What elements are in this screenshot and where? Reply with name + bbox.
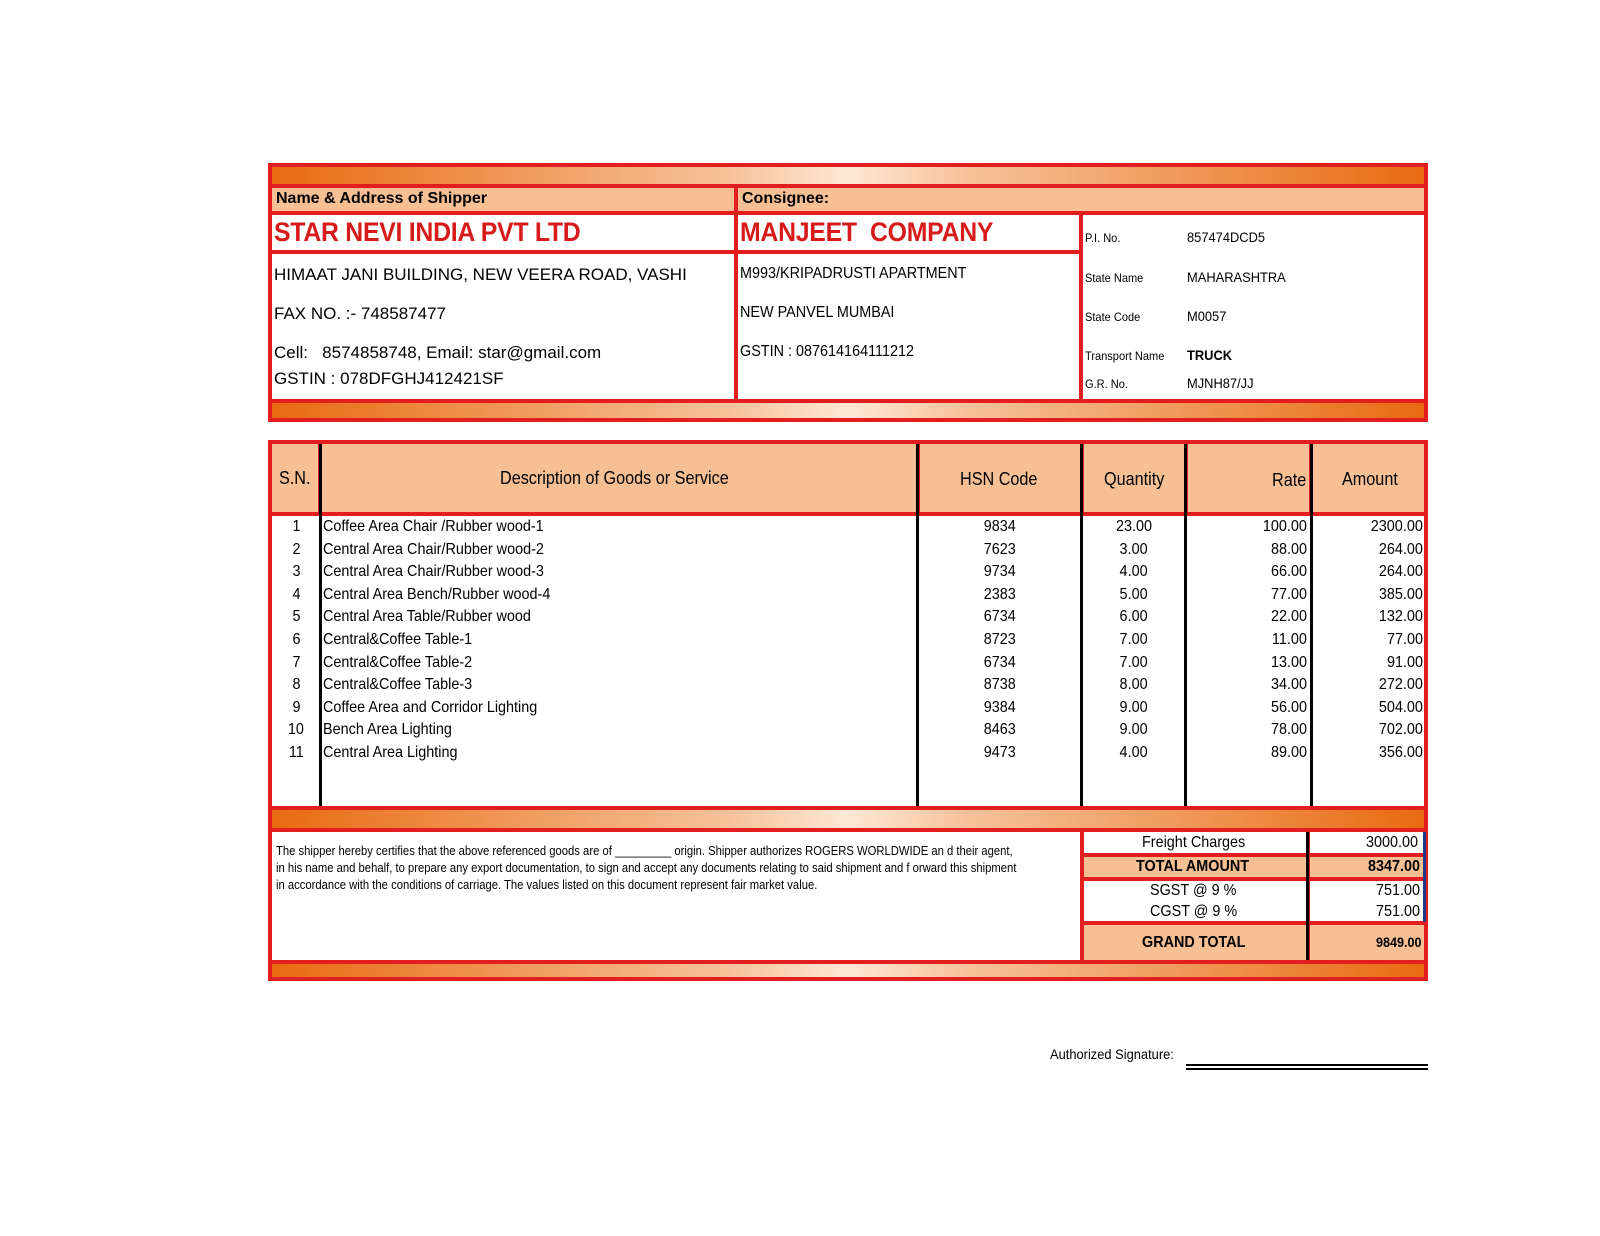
row-rate bbox=[1188, 629, 1307, 651]
row-description-text: Central&Coffee Table-3 bbox=[323, 676, 473, 694]
row-amount bbox=[1313, 606, 1423, 628]
row-description-text: Coffee Area Chair /Rubber wood-1 bbox=[323, 518, 544, 535]
summary-divider bbox=[1306, 832, 1309, 960]
row-sn bbox=[279, 561, 313, 583]
shipper-address: HIMAAT JANI BUILDING, NEW VEERA ROAD, VASHI bbox=[274, 265, 687, 284]
row-quantity bbox=[1084, 742, 1184, 764]
gr-no-label: G.R. No. bbox=[1085, 377, 1128, 391]
row-rate-text: 34.00 bbox=[1270, 676, 1307, 694]
row-quantity-text: 8.00 bbox=[1119, 676, 1149, 694]
row-description bbox=[323, 584, 903, 606]
consignee-header: Consignee: bbox=[738, 188, 1424, 211]
row-quantity-text: 5.00 bbox=[1119, 585, 1149, 603]
row-sn bbox=[279, 697, 313, 719]
shipper-gstin: GSTIN : 078DFGHJ412421SF bbox=[274, 369, 504, 388]
row-rate bbox=[1188, 674, 1307, 696]
row-amount bbox=[1313, 742, 1423, 764]
th-description: Description of Goods or Service bbox=[500, 468, 729, 488]
row-rate-text: 88.00 bbox=[1270, 540, 1307, 558]
col-divider-sn bbox=[319, 444, 322, 806]
authorized-signature-label: Authorized Signature: bbox=[1050, 1046, 1174, 1062]
row-quantity bbox=[1084, 652, 1184, 674]
certification-line-2: in his name and behalf, to prepare any export documentation, to sign and accept any documents relating to said shipment and f orward this shipment bbox=[276, 861, 1017, 875]
row-quantity bbox=[1084, 719, 1184, 741]
row-quantity bbox=[1084, 606, 1184, 628]
shipper-block bbox=[272, 215, 734, 399]
row-hsn-code-text: 8723 bbox=[983, 631, 1017, 648]
row-rate-text: 56.00 bbox=[1270, 698, 1307, 716]
consignee-address-line1: M993/KRIPADRUSTI APARTMENT bbox=[740, 265, 967, 282]
row-rate-text: 89.00 bbox=[1270, 744, 1307, 761]
row-description-text: Central&Coffee Table-2 bbox=[323, 653, 473, 671]
row-rate bbox=[1188, 516, 1307, 538]
row-sn bbox=[279, 539, 313, 561]
row-sn-text: 9 bbox=[291, 698, 301, 716]
certification-block bbox=[272, 832, 1080, 960]
table-bottom-gradient-band bbox=[272, 964, 1424, 977]
sgst-label: SGST @ 9 % bbox=[1150, 882, 1237, 899]
row-quantity bbox=[1084, 561, 1184, 583]
row-quantity bbox=[1084, 516, 1184, 538]
row-sn-text: 10 bbox=[287, 721, 305, 739]
row-description bbox=[323, 629, 903, 651]
row-quantity bbox=[1084, 629, 1184, 651]
freight-label: Freight Charges bbox=[1142, 834, 1246, 851]
row-sn bbox=[279, 629, 313, 651]
row-sn bbox=[279, 606, 313, 628]
cgst-label: CGST @ 9 % bbox=[1150, 903, 1238, 920]
row-amount-text: 264.00 bbox=[1378, 540, 1423, 558]
signature-line[interactable] bbox=[1186, 1064, 1428, 1070]
state-code-value: M0057 bbox=[1187, 308, 1227, 324]
row-sn-text: 7 bbox=[291, 653, 301, 671]
row-sn-text: 3 bbox=[291, 563, 301, 581]
row-hsn-code bbox=[920, 539, 1080, 561]
row-sn bbox=[279, 674, 313, 696]
th-rate: Rate bbox=[1272, 470, 1307, 490]
row-amount bbox=[1313, 674, 1423, 696]
row-description bbox=[323, 561, 903, 583]
row-sn-text: 6 bbox=[291, 631, 301, 648]
row-rate-text: 11.00 bbox=[1272, 631, 1307, 648]
row-hsn-code-text: 9834 bbox=[983, 518, 1017, 535]
row-description-text: Coffee Area and Corridor Lighting bbox=[323, 698, 538, 716]
row-amount-text: 272.00 bbox=[1378, 676, 1423, 694]
row-description bbox=[323, 742, 903, 764]
row-amount bbox=[1313, 539, 1423, 561]
row-amount-text: 91.00 bbox=[1386, 653, 1423, 671]
row-amount-text: 132.00 bbox=[1378, 608, 1423, 626]
row-hsn-code bbox=[920, 742, 1080, 764]
shipper-header: Name & Address of Shipper bbox=[272, 188, 734, 211]
row-sn-text: 1 bbox=[291, 518, 301, 535]
col-divider-qty bbox=[1184, 444, 1187, 806]
row-description-text: Central Area Chair/Rubber wood-3 bbox=[323, 563, 544, 581]
row-amount-text: 264.00 bbox=[1378, 563, 1423, 581]
row-sn bbox=[279, 719, 313, 741]
row-rate-text: 78.00 bbox=[1270, 721, 1307, 739]
row-description bbox=[323, 516, 903, 538]
col-divider-hsn bbox=[1080, 444, 1083, 806]
row-hsn-code-text: 8463 bbox=[983, 721, 1017, 739]
row-hsn-code-text: 2383 bbox=[983, 585, 1017, 603]
shipper-cell-email: Cell: 8574858748, Email: star@gmail.com bbox=[274, 343, 602, 362]
th-quantity: Quantity bbox=[1104, 469, 1165, 489]
row-description-text: Central Area Chair/Rubber wood-2 bbox=[323, 540, 544, 558]
row-sn-text: 4 bbox=[291, 585, 301, 603]
row-amount bbox=[1313, 516, 1423, 538]
transport-name-value: TRUCK bbox=[1187, 347, 1233, 363]
table-footer-gradient-band bbox=[272, 810, 1424, 828]
row-amount bbox=[1313, 561, 1423, 583]
row-hsn-code-text: 9734 bbox=[983, 563, 1017, 581]
row-sn-text: 2 bbox=[291, 540, 301, 558]
state-name-label: State Name bbox=[1085, 271, 1144, 285]
row-hsn-code-text: 9473 bbox=[983, 744, 1017, 761]
row-description-text: Central Area Bench/Rubber wood-4 bbox=[323, 585, 551, 603]
row-quantity-text: 4.00 bbox=[1119, 563, 1149, 581]
row-quantity-text: 7.00 bbox=[1119, 631, 1149, 648]
row-sn bbox=[279, 584, 313, 606]
gr-no-value: MJNH87/JJ bbox=[1187, 375, 1254, 391]
row-amount bbox=[1313, 652, 1423, 674]
row-amount bbox=[1313, 584, 1423, 606]
row-hsn-code-text: 8738 bbox=[983, 676, 1017, 694]
row-rate-text: 66.00 bbox=[1270, 563, 1307, 581]
shipment-info-block bbox=[1083, 215, 1424, 399]
consignee-name: MANJEET COMPANY bbox=[740, 217, 994, 247]
summary-edge-marker bbox=[1423, 832, 1426, 922]
row-hsn-code-text: 7623 bbox=[983, 540, 1017, 558]
pi-no-label: P.I. No. bbox=[1085, 231, 1121, 245]
row-sn-text: 8 bbox=[291, 676, 301, 694]
row-rate bbox=[1188, 697, 1307, 719]
th-sn: S.N. bbox=[279, 468, 311, 488]
row-hsn-code bbox=[920, 697, 1080, 719]
row-amount-text: 385.00 bbox=[1378, 585, 1423, 603]
consignee-block bbox=[738, 215, 1079, 399]
grand-total-value: 9849.00 bbox=[1376, 934, 1422, 950]
row-hsn-code bbox=[920, 629, 1080, 651]
row-hsn-code bbox=[920, 584, 1080, 606]
row-sn bbox=[279, 742, 313, 764]
row-description bbox=[323, 652, 903, 674]
row-quantity-text: 4.00 bbox=[1119, 744, 1149, 761]
row-description-text: Central Area Lighting bbox=[323, 744, 458, 761]
shipper-name: STAR NEVI INDIA PVT LTD bbox=[274, 217, 581, 247]
row-sn-text: 5 bbox=[291, 608, 301, 626]
row-sn bbox=[279, 516, 313, 538]
cgst-value: 751.00 bbox=[1376, 903, 1421, 920]
row-description bbox=[323, 606, 903, 628]
row-description bbox=[323, 719, 903, 741]
row-quantity-text: 9.00 bbox=[1119, 698, 1149, 716]
row-quantity-text: 7.00 bbox=[1119, 653, 1149, 671]
row-amount bbox=[1313, 629, 1423, 651]
shipper-name-row bbox=[272, 215, 734, 254]
certification-line-3: in accordance with the conditions of carriage. The values listed on this document represent fair market value. bbox=[276, 878, 818, 892]
consignee-address-line2: NEW PANVEL MUMBAI bbox=[740, 304, 895, 321]
freight-value: 3000.00 bbox=[1366, 834, 1419, 851]
row-description-text: Central&Coffee Table-1 bbox=[323, 631, 473, 648]
row-hsn-code bbox=[920, 674, 1080, 696]
consignee-gstin: GSTIN : 087614164111212 bbox=[740, 343, 914, 360]
row-rate bbox=[1188, 652, 1307, 674]
row-rate bbox=[1188, 539, 1307, 561]
row-amount-text: 356.00 bbox=[1378, 744, 1423, 761]
row-description-text: Central Area Table/Rubber wood bbox=[323, 608, 531, 626]
consignee-name-row bbox=[738, 215, 1079, 254]
total-amount-label: TOTAL AMOUNT bbox=[1136, 858, 1250, 875]
row-description-text: Bench Area Lighting bbox=[323, 721, 452, 739]
row-hsn-code bbox=[920, 719, 1080, 741]
th-hsn: HSN Code bbox=[960, 469, 1038, 489]
pi-no-value: 857474DCD5 bbox=[1187, 229, 1266, 245]
row-quantity bbox=[1084, 674, 1184, 696]
row-description bbox=[323, 697, 903, 719]
row-amount-text: 77.00 bbox=[1386, 631, 1423, 648]
row-sn-text: 11 bbox=[288, 744, 304, 761]
row-hsn-code bbox=[920, 606, 1080, 628]
transport-name-label: Transport Name bbox=[1085, 349, 1165, 363]
row-hsn-code-text: 6734 bbox=[983, 608, 1017, 626]
row-hsn-code-text: 6734 bbox=[983, 653, 1017, 671]
certification-line-1: The shipper hereby certifies that the above referenced goods are of _________ origin. Shipper authorizes ROGERS WORLDWIDE an d their agent, bbox=[276, 844, 1013, 858]
row-rate-text: 22.00 bbox=[1270, 608, 1307, 626]
row-rate bbox=[1188, 606, 1307, 628]
row-rate bbox=[1188, 584, 1307, 606]
row-rate bbox=[1188, 742, 1307, 764]
row-quantity-text: 9.00 bbox=[1119, 721, 1149, 739]
row-quantity-text: 3.00 bbox=[1119, 540, 1149, 558]
shipper-fax: FAX NO. :- 748587477 bbox=[274, 304, 446, 323]
row-rate-text: 77.00 bbox=[1270, 585, 1307, 603]
state-code-label: State Code bbox=[1085, 310, 1141, 324]
sgst-value: 751.00 bbox=[1376, 882, 1421, 899]
row-hsn-code-text: 9384 bbox=[983, 698, 1017, 716]
th-amount: Amount bbox=[1342, 469, 1398, 489]
grand-total-label: GRAND TOTAL bbox=[1142, 934, 1246, 951]
row-description bbox=[323, 674, 903, 696]
state-name-value: MAHARASHTRA bbox=[1187, 269, 1286, 285]
top-gradient-band bbox=[272, 167, 1424, 184]
row-amount-text: 2300.00 bbox=[1370, 518, 1423, 535]
row-amount bbox=[1313, 719, 1423, 741]
top-bottom-gradient-band bbox=[272, 403, 1424, 418]
row-sn bbox=[279, 652, 313, 674]
row-hsn-code bbox=[920, 561, 1080, 583]
row-quantity bbox=[1084, 584, 1184, 606]
row-quantity bbox=[1084, 697, 1184, 719]
row-amount-text: 504.00 bbox=[1378, 698, 1423, 716]
row-quantity-text: 6.00 bbox=[1119, 608, 1149, 626]
row-amount bbox=[1313, 697, 1423, 719]
row-quantity bbox=[1084, 539, 1184, 561]
row-description bbox=[323, 539, 903, 561]
row-amount-text: 702.00 bbox=[1378, 721, 1423, 739]
row-quantity-text: 23.00 bbox=[1115, 518, 1153, 535]
total-amount-value: 8347.00 bbox=[1368, 858, 1421, 875]
row-rate bbox=[1188, 561, 1307, 583]
row-rate bbox=[1188, 719, 1307, 741]
row-rate-text: 100.00 bbox=[1262, 518, 1307, 535]
row-rate-text: 13.00 bbox=[1270, 653, 1307, 671]
row-hsn-code bbox=[920, 652, 1080, 674]
col-divider-desc bbox=[916, 444, 919, 806]
row-hsn-code bbox=[920, 516, 1080, 538]
